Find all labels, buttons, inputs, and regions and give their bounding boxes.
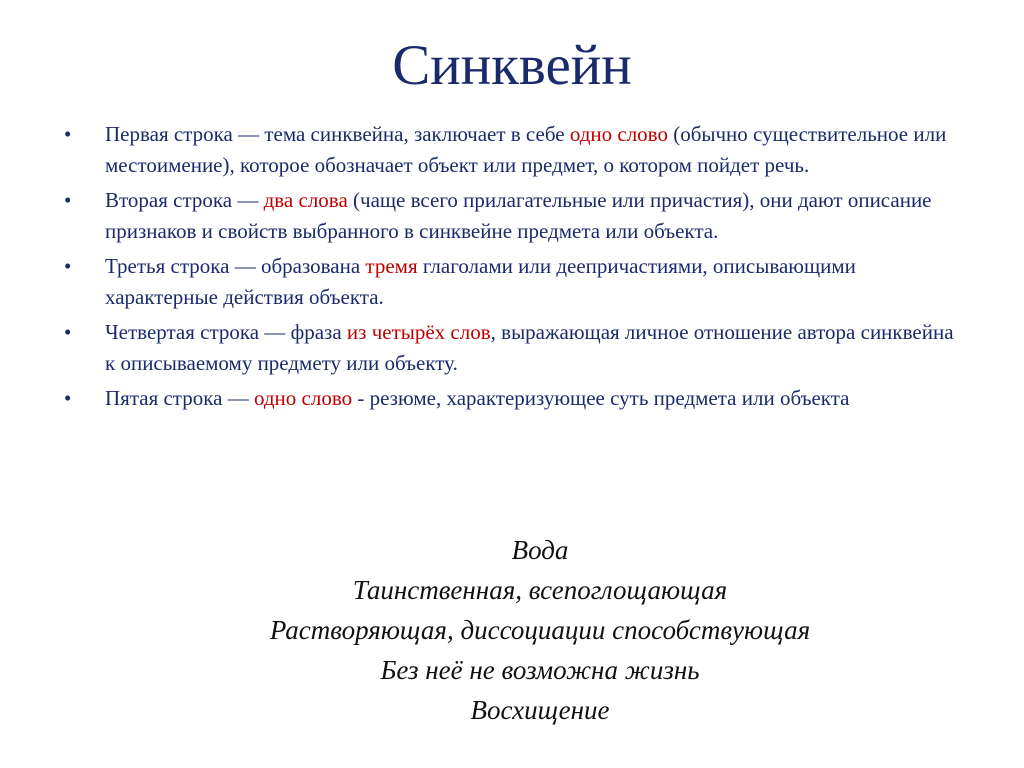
poem-line-3: Растворяющая, диссоциации способствующая	[269, 615, 811, 645]
bullet-text-post: , выражающая личное отношение автора синквейна к описываемому предмету или объекту.	[105, 320, 954, 375]
bullet-highlight: из четырёх слов	[346, 320, 491, 344]
poem-line-1: Вода	[511, 535, 569, 565]
bullet-highlight: тремя	[365, 254, 418, 278]
bullet-item-5	[64, 383, 964, 414]
bullet-marker: •	[64, 320, 72, 344]
bullet-text-pre: Третья строка — образована	[105, 254, 366, 278]
bullet-highlight: одно слово	[253, 386, 353, 410]
bullet-text-pre: Первая строка — тема синквейна, заключает в себе	[105, 122, 570, 146]
bullet-text-post: (чаще всего прилагательные или причастия), они дают описание признаков и свойств выбранного в синквейне предмета или объекта.	[105, 188, 932, 243]
bullet-text-pre: Пятая строка —	[105, 386, 254, 410]
bullet-text	[105, 119, 964, 181]
bullet-item-4	[64, 317, 964, 379]
bullet-text	[105, 383, 964, 414]
bullet-marker: •	[64, 122, 72, 146]
poem-line-5: Восхищение	[470, 695, 610, 725]
bullet-marker: •	[64, 254, 72, 278]
poem-line-2: Таинственная, всепоглощающая	[352, 575, 728, 605]
bullet-text	[105, 185, 964, 247]
bullet-text	[105, 317, 964, 379]
bullet-marker: •	[64, 386, 72, 410]
bullet-text-post: (обычно существительное или местоимение), которое обозначает объект или предмет, о котором пойдет речь.	[105, 122, 947, 177]
bullet-text-pre: Четвертая строка — фраза	[105, 320, 347, 344]
bullet-item-1	[64, 119, 964, 181]
cinquain-example	[80, 530, 1000, 730]
bullet-text-post: глаголами или деепричастиями, описывающими характерные действия объекта.	[105, 254, 856, 309]
slide-title: Синквейн	[392, 34, 632, 97]
bullet-list	[64, 119, 964, 418]
bullet-marker: •	[64, 188, 72, 212]
bullet-item-2	[64, 185, 964, 247]
poem-line-4: Без неё не возможна жизнь	[380, 655, 700, 685]
bullet-text-pre: Вторая строка —	[105, 188, 264, 212]
bullet-highlight: два слова	[263, 188, 348, 212]
bullet-item-3	[64, 251, 964, 313]
bullet-highlight: одно слово	[569, 122, 668, 146]
bullet-text	[105, 251, 964, 313]
bullet-text-post: - резюме, характеризующее суть предмета или объекта	[352, 386, 850, 410]
